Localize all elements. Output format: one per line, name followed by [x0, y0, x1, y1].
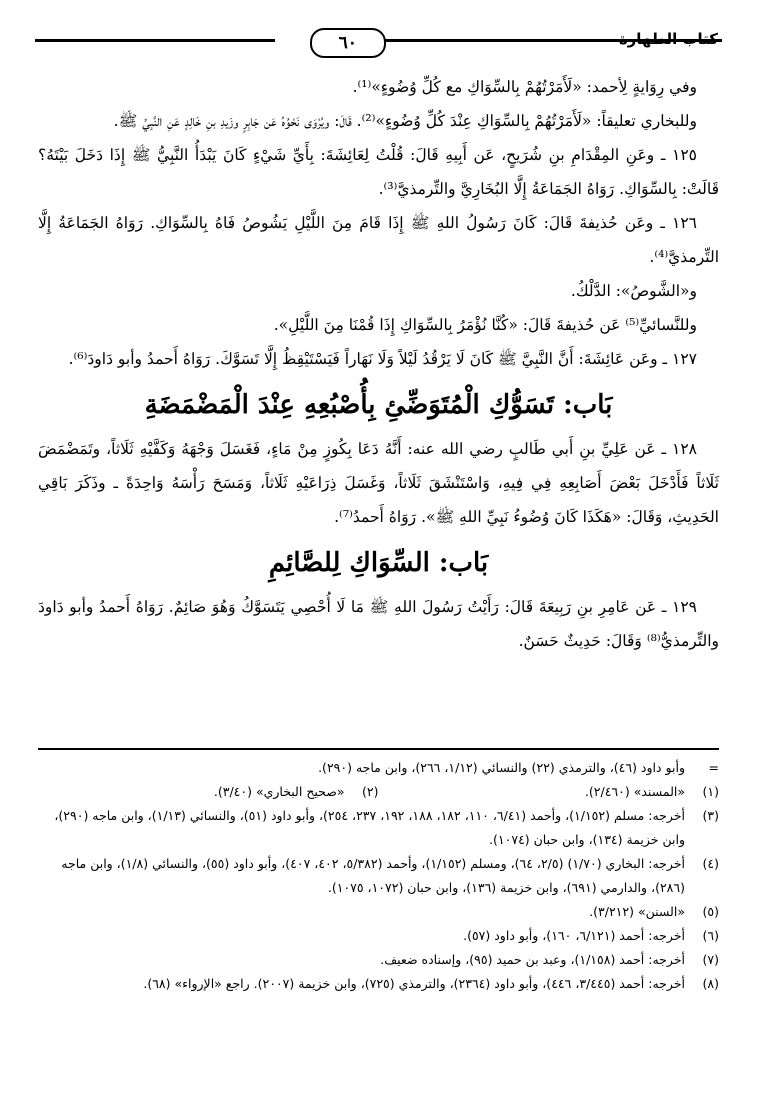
- page-number: ٦٠: [310, 28, 386, 58]
- footnote-marker: (٨): [702, 975, 719, 991]
- footnote-pair: [38, 780, 719, 804]
- chapter-heading: بَاب: تَسَوُّكِ الْمُتَوَضِّئِ بِأُصْبُعِهِ عِنْدَ الْمَضْمَضَةِ: [144, 390, 613, 420]
- footnote-marker: (٦): [702, 927, 719, 943]
- footnote: [379, 780, 720, 804]
- paragraph: وفي رِوَايةٍ لِأحمد: «لَأَمَرْتُهُمْ بِالسِّوَاكِ مع كُلِّ وُضُوءٍ»⁽¹⁾.: [352, 78, 697, 96]
- footnote-text: أخرجه: البخاري (١/٧٠) (٢/٥، ٦٤)، ومسلم (١/١٥٢)، وأحمد (٥/٣٨٢، ٤٠٢، ٤٠٧)، وأبو داود (٥٥)، والنسائي (١/٨)، وابن ماجه (٢٨٦)، والدارمي (٦٩١)، وابن خزيمة (١٣٦)، وابن حبان (١٠٧٢، ١٠٧٥).: [61, 855, 685, 895]
- footnote-text: أخرجه: أحمد (١/١٥٨)، وعبد بن حميد (٩٥)، وإسناده ضعيف.: [380, 951, 685, 967]
- header-rule-left: [35, 39, 275, 42]
- footnote-marker: (٢): [362, 783, 379, 799]
- footnote-text: وأبو داود (٤٦)، والترمذي (٢٢) والنسائي (١/١٢، ٢٦٦)، وابن ماجه (٢٩٠).: [318, 759, 685, 775]
- footnotes-section: [38, 748, 719, 996]
- footnote: [38, 972, 719, 996]
- footnote-text: «المسند» (٢/٤٦٠).: [584, 783, 685, 799]
- page-header: [35, 26, 722, 62]
- footnote-marker: (١): [702, 783, 719, 799]
- footnote: [38, 804, 719, 852]
- footnote-marker: (٧): [702, 951, 719, 967]
- footnote: [38, 780, 379, 804]
- hadith-129: ١٢٩ ـ عَن عَامِرِ بنِ رَبِيعَةَ قَالَ: رَأَيْتُ رَسُولَ اللهِ ﷺ مَا لَا أُحْصِي يَتَسَوَّكُ وَهُوَ صَائِمٌ. رَوَاهُ أَحمدُ وأبو دَاودَ والتِّرمذيُّ⁽⁸⁾ وَقَالَ: حَدِيثٌ حَسَنٌ.: [38, 598, 719, 650]
- footnote-text: «صحيح البخاري» (٣/٤٠).: [213, 783, 345, 799]
- footnote: [38, 924, 719, 948]
- paragraph: وللبخاري تعليقاً: «لَأَمَرْتُهُمْ بِالسِّوَاكِ عِنْدَ كُلِّ وُضُوءٍ»⁽²⁾. قَالَ: ويُرْوَى نَحْوُهُ عَن جَابِرٍ وزَيدِ بنِ خَالِدٍ عَنِ النَّبِيِّ ﷺ.: [113, 112, 697, 130]
- footnote: [38, 900, 719, 924]
- footnote-marker: =: [708, 759, 719, 775]
- hadith-125: ١٢٥ ـ وعَنِ المِقْدَامِ بنِ شُرَيحٍ، عَن أَبِيهِ قَالَ: قُلْتُ لِعَائِشَةَ: بِأَيِّ شَيْءٍ كَانَ يَبْدَأُ النَّبِيُّ ﷺ إِذَا دَخَلَ بَيْتَهُ؟ قَالَتْ: بِالسِّوَاكِ. رَوَاهُ الجَمَاعَةُ إِلَّا البُخَارِيَّ والتِّرمذيَّ⁽³⁾.: [38, 146, 719, 198]
- paragraph: وللنَّسائيِّ⁽⁵⁾ عَن حُذيفةَ قَالَ: «كُنَّا نُؤْمَرُ بِالسِّوَاكِ إِذَا قُمْنَا مِنَ اللَّيْلِ».: [273, 316, 697, 334]
- hadith-126: ١٢٦ ـ وعَن حُذيفةَ قَالَ: كَانَ رَسُولُ اللهِ ﷺ إِذَا قَامَ مِنَ اللَّيْلِ يَشُوصُ فَاهُ بِالسِّوَاكِ. رَوَاهُ الجَمَاعَةُ إِلَّا التِّرمذيَّ⁽⁴⁾.: [38, 214, 719, 266]
- hadith-127: ١٢٧ ـ وعَن عَائِشَةَ: أَنَّ النَّبِيَّ ﷺ كَانَ لَا يَرْقُدُ لَيْلاً وَلَا نَهَاراً فَيَسْتَيْقِظُ إِلَّا تَسَوَّكَ. رَوَاهُ أَحمدُ وأبو دَاودَ⁽⁶⁾.: [68, 350, 697, 368]
- footnote-text: أخرجه: أحمد (٣/٤٤٥، ٤٤٦)، وأبو داود (٢٣٦٤)، والترمذي (٧٢٥)، وابن خزيمة (٢٠٠٧). راجع «الإرواء» (٦٨).: [143, 975, 685, 991]
- hadith-128: ١٢٨ ـ عَن عَلِيِّ بنِ أَبي طَالبٍ رضي الله عنه: أَنَّهُ دَعَا بِكُوزٍ مِنْ مَاءٍ، فَغَسَلَ وَجْهَهُ وَكَفَّيْهِ ثَلَاثاً، وتَمَضْمَضَ ثَلَاثاً فَأَدْخَلَ بَعْضَ أَصَابِعِهِ فِي فِيهِ، وَاسْتَنْشَقَ ثَلَاثاً، وَغَسَلَ ذِرَاعَيْهِ ثَلَاثاً، وَمَسَحَ رَأْسَهُ وَاحِدَةً ـ وذَكَرَ بَاقِي الحَدِيثِ، وَقَالَ: «هَكَذَا كَانَ وُضُوءُ نَبِيِّ اللهِ ﷺ». رَوَاهُ أَحمدُ⁽⁷⁾.: [38, 440, 719, 526]
- paragraph: و«الشَّوصُ»: الدَّلْكُ.: [570, 282, 697, 300]
- footnote: [38, 852, 719, 900]
- footnote-marker: (٥): [702, 903, 719, 919]
- footnote-marker: (٤): [702, 855, 719, 871]
- footnote-marker: (٣): [702, 807, 719, 823]
- footnote-text: أخرجه: أحمد (٦/١٢١، ١٦٠)، وأبو داود (٥٧).: [463, 927, 685, 943]
- footnote-list: [38, 756, 719, 996]
- footnote: [38, 756, 719, 780]
- footnote-text: «السنن» (٣/٢١٢).: [589, 903, 685, 919]
- footnote-separator: [38, 748, 719, 750]
- footnote: [38, 948, 719, 972]
- chapter-heading: بَاب: السِّوَاكِ لِلصَّائِمِ: [268, 548, 489, 578]
- header-rule-right: [351, 39, 722, 42]
- footnote-text: أخرجه: مسلم (١/١٥٢)، وأحمد (٦/٤١، ١١٠، ١٨٢، ١٨٨، ١٩٢، ٢٣٧، ٢٥٤)، وأبو داود (٥١)، والنسائي (١/١٣)، وابن ماجه (٢٩٠)، وابن خزيمة (١٣٤)، وابن حبان (١٠٧٤).: [54, 807, 685, 847]
- main-text: [38, 70, 719, 658]
